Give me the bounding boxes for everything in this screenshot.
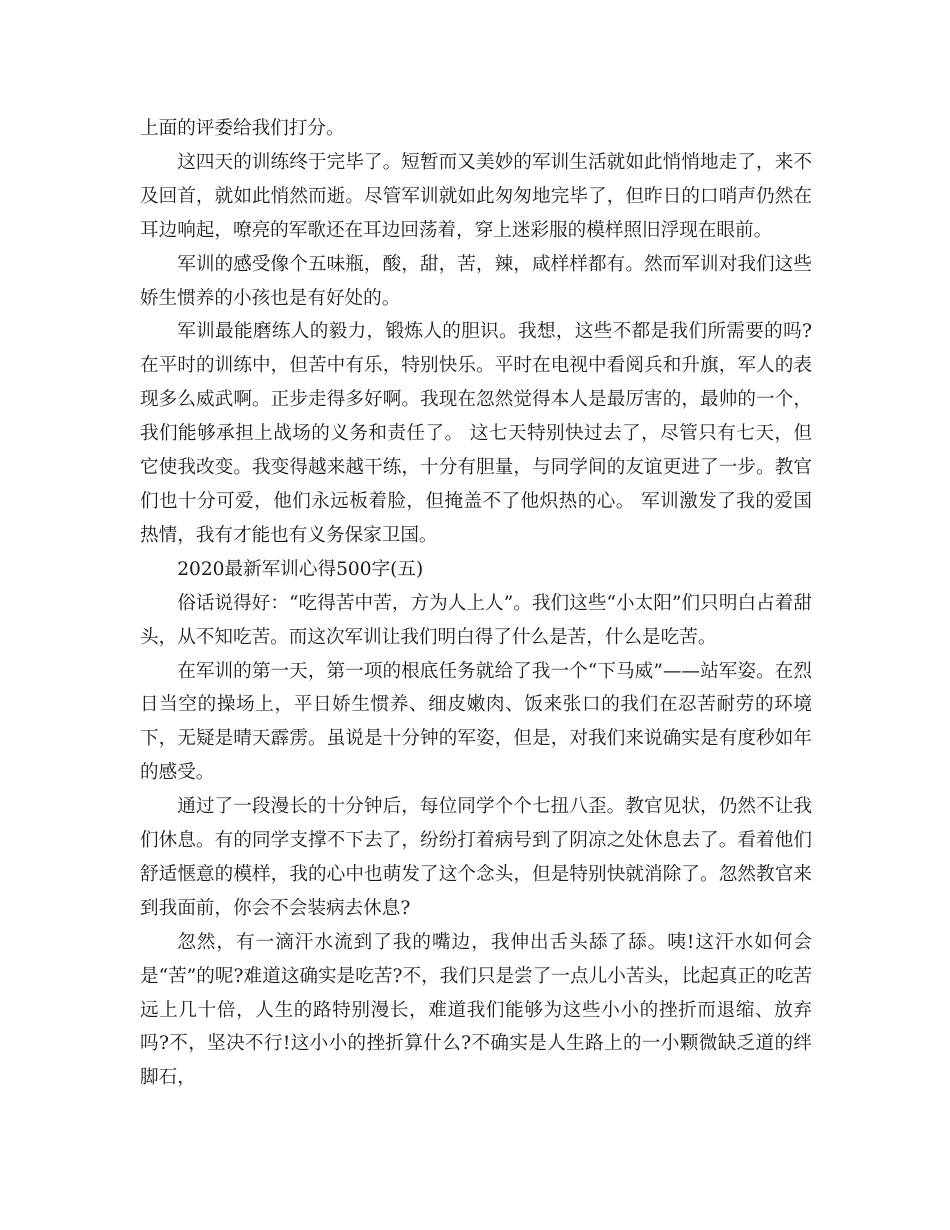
paragraph: 上面的评委给我们打分。 <box>140 118 345 139</box>
paragraph: 这四天的训练终于完毕了。短暂而又美妙的军训生活就如此悄悄地走了，来不及回首，就如此悄然而逝。尽管军训就如此匆匆地完毕了，但昨日的口哨声仍然在耳边响起，嘹亮的军歌还在耳边回荡着，穿上迷彩服的模样照旧浮现在眼前。 <box>140 151 812 241</box>
section-heading: 2020最新军训心得500字(五) <box>177 558 424 580</box>
paragraph: 通过了一段漫长的十分钟后，每位同学个个七扭八歪。教官见状，仍然不让我们休息。有的同学支撑不下去了，纷纷打着病号到了阴凉之处休息去了。看着他们舒适惬意的模样，我的心中也萌发了这个念头，但是特别快就消除了。忽然教官来到我面前，你会不会装病去休息? <box>140 796 812 919</box>
paragraph: 在军训的第一天，第一项的根底任务就给了我一个“下马威”——站军姿。在烈日当空的操场上，平日娇生惯养、细皮嫩肉、饭来张口的我们在忍苦耐劳的环境下，无疑是晴天霹雳。虽说是十分钟的军姿，但是，对我们来说确实是有度秒如年的感受。 <box>140 660 812 784</box>
document-body <box>140 112 812 1095</box>
paragraph: 忽然，有一滴汗水流到了我的嘴边，我伸出舌头舔了舔。咦!这汗水如何会是“苦”的呢?难道这确实是吃苦?不，我们只是尝了一点儿小苦头，比起真正的吃苦远上几十倍，人生的路特别漫长，难道我们能够为这些小小的挫折而退缩、放弃吗?不，坚决不行!这小小的挫折算什么?不确实是人生路上的一小颗微缺乏道的绊脚石， <box>140 931 812 1089</box>
paragraph: 俗话说得好：“吃得苦中苦，方为人上人”。我们这些“小太阳”们只明白占着甜头，从不知吃苦。而这次军训让我们明白得了什么是苦，什么是吃苦。 <box>140 592 812 648</box>
paragraph: 军训最能磨练人的毅力，锻炼人的胆识。我想，这些不都是我们所需要的吗?在平时的训练中，但苦中有乐，特别快乐。平时在电视中看阅兵和升旗，军人的表现多么威武啊。正步走得多好啊。我现在忽然觉得本人是最厉害的，最帅的一个，我们能够承担上战场的义务和责任了。 这七天特别快过去了，尽管只有七天，但它使我改变。我变得越来越干练，十分有胆量，与同学间的友谊更进了一步。教官们也十分可爱，他们永远板着脸，但掩盖不了他炽热的心。 军训激发了我的爱国热情，我有才能也有义务保家卫国。 <box>140 321 812 546</box>
paragraph: 军训的感受像个五味瓶，酸，甜，苦，辣，咸样样都有。然而军训对我们这些娇生惯养的小孩也是有好处的。 <box>140 253 812 309</box>
